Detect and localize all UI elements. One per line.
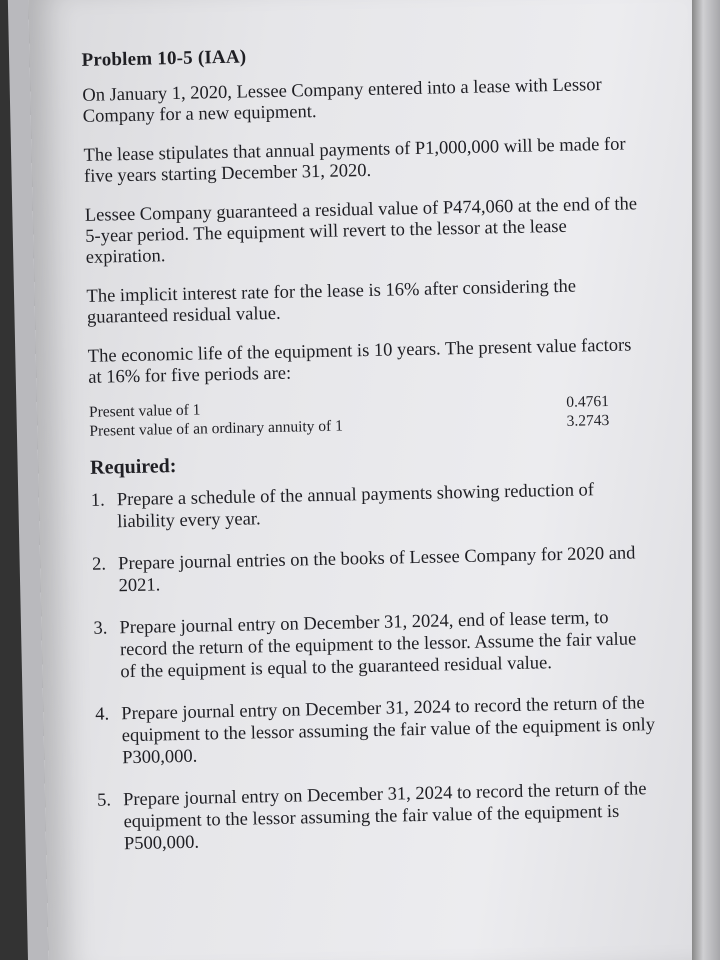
page-content xyxy=(81,38,658,876)
requirement-number: 5. xyxy=(96,790,112,811)
paragraph-economic-life: The economic life of the equipment is 10 years. The present value factors at 16% for five periods are: xyxy=(87,335,632,388)
pv-label: Present value of 1 xyxy=(88,401,201,421)
requirement-item xyxy=(91,478,652,534)
paragraph-annual-payments: The lease stipulates that annual payments of P1,000,000 will be made for five years starting December 31, 2020. xyxy=(83,134,626,187)
book-edge xyxy=(692,0,720,960)
paragraph-residual-value: Lessee Company guaranteed a residual value of P474,060 at the end of the 5-year period. The equipment will revert to the lessor at the lease expiration. xyxy=(84,194,638,268)
requirements-list xyxy=(91,478,659,856)
requirement-text: Prepare journal entry on December 31, 2024, end of lease term, to record the return of the equipment to the lessor. Assume the fair value of the equipment is equal to the guaranteed residual value. xyxy=(119,608,637,683)
requirement-text: Prepare journal entry on December 31, 2024 to record the return of the equipment to the lessor assuming the fair value of the equipment is only P300,000. xyxy=(121,693,656,769)
requirement-text: Prepare a schedule of the annual payments showing reduction of liability every year. xyxy=(116,480,595,533)
pv-label: Present value of an ordinary annuity of 1 xyxy=(89,417,344,440)
requirement-number: 1. xyxy=(90,490,105,511)
requirement-text: Prepare journal entry on December 31, 2024 to record the return of the equipment to the lessor assuming the fair value of the equipment is P500,000. xyxy=(122,779,647,855)
book-page xyxy=(28,0,719,960)
requirement-number: 4. xyxy=(95,704,110,725)
required-heading: Required: xyxy=(89,455,177,479)
problem-title: Problem 10-5 (IAA) xyxy=(81,46,247,71)
paragraph-interest-rate: The implicit interest rate for the lease is 16% after considering the guaranteed residual value. xyxy=(86,276,577,328)
paragraph-lease-entry: On January 1, 2020, Lessee Company entered into a lease with Lessor Company for a new equipment. xyxy=(82,75,602,127)
requirement-item xyxy=(97,778,658,856)
requirement-item xyxy=(95,692,656,770)
requirement-number: 2. xyxy=(91,554,107,575)
requirement-text: Prepare journal entries on the books of Lessee Company for 2020 and 2021. xyxy=(117,543,636,597)
requirement-number: 3. xyxy=(93,618,108,639)
requirement-item xyxy=(93,606,654,684)
pv-value: 3.2743 xyxy=(566,411,610,430)
requirement-item xyxy=(92,542,653,598)
pv-factors-table xyxy=(89,392,610,441)
pv-value: 0.4761 xyxy=(566,392,610,411)
